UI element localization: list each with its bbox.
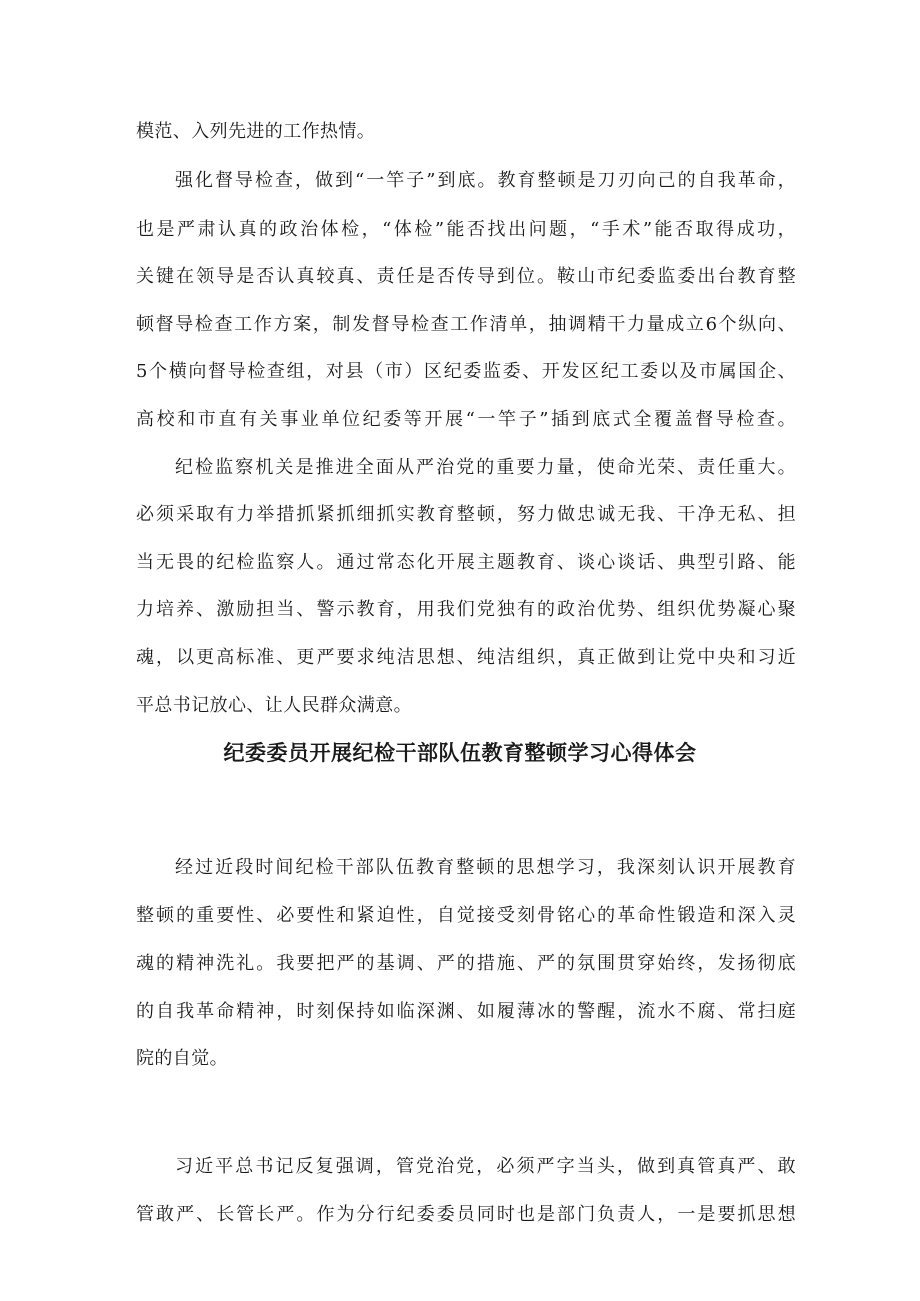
text-line: 整顿的重要性、必要性和紧迫性，自觉接受刻骨铭心的革命性锻造和深入灵 — [136, 905, 796, 926]
text-line: 魂的精神洗礼。我要把严的基调、严的措施、严的氛围贯穿始终，发扬彻底 — [136, 953, 796, 974]
text-line: 关键在领导是否认真较真、责任是否传导到位。鞍山市纪委监委出台教育整 — [136, 266, 796, 287]
text-line: 强化督导检查，做到“一竿子”到底。教育整顿是刀刃向己的自我革命， — [175, 170, 796, 191]
text-line: 经过近段时间纪检干部队伍教育整顿的思想学习，我深刻认识开展教育 — [175, 857, 796, 878]
section-heading: 纪委委员开展纪检干部队伍教育整顿学习心得体会 — [223, 741, 697, 765]
text-line: 管敢严、长管长严。作为分行纪委委员同时也是部门负责人，一是要抓思想 — [136, 1204, 796, 1225]
text-line: 顿督导检查工作方案，制发督导检查工作清单，抽调精干力量成立6个纵向、 — [136, 314, 796, 335]
text-line: 5个横向督导检查组，对县（市）区纪委监委、开发区纪工委以及市属国企、 — [136, 361, 796, 382]
text-line: 习近平总书记反复强调，管党治党，必须严字当头，做到真管真严、敢 — [175, 1156, 796, 1177]
text-line: 魂，以更高标准、更严要求纯洁思想、纯洁组织，真正做到让党中央和习近 — [136, 647, 796, 668]
text-line: 的自我革命精神，时刻保持如临深渊、如履薄冰的警醒，流水不腐、常扫庭 — [136, 1001, 796, 1022]
text-line: 也是严肃认真的政治体检，“体检”能否找出问题，“手术”能否取得成功， — [136, 219, 796, 240]
text-line: 当无畏的纪检监察人。通过常态化开展主题教育、谈心谈话、典型引路、能 — [136, 552, 796, 573]
text-line: 高校和市直有关事业单位纪委等开展“一竿子”插到底式全覆盖督导检查。 — [136, 409, 796, 430]
text-line: 力培养、激励担当、警示教育，用我们党独有的政治优势、组织优势凝心聚 — [136, 599, 796, 620]
text-line: 平总书记放心、让人民群众满意。 — [136, 695, 412, 716]
text-line: 必须采取有力举措抓紧抓细抓实教育整顿，努力做忠诚无我、干净无私、担 — [136, 504, 796, 525]
text-line: 院的自觉。 — [136, 1048, 228, 1069]
text-line: 纪检监察机关是推进全面从严治党的重要力量，使命光荣、责任重大。 — [175, 457, 796, 478]
text-line: 模范、入列先进的工作热情。 — [136, 121, 376, 142]
